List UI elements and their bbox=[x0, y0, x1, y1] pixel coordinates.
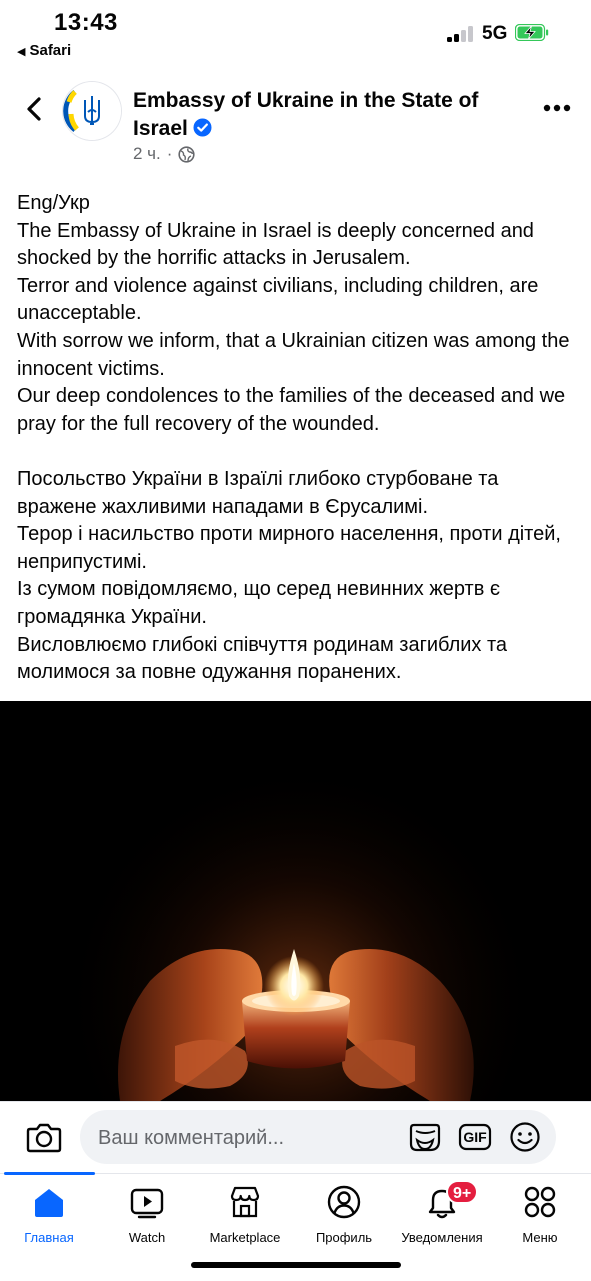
status-bar bbox=[0, 0, 591, 68]
back-app-label: Safari bbox=[29, 42, 72, 59]
gif-icon[interactable] bbox=[458, 1121, 492, 1153]
battery-charging-icon bbox=[515, 24, 549, 41]
back-triangle-icon: ◀ bbox=[17, 46, 26, 58]
meta-separator: · bbox=[166, 144, 173, 163]
camera-icon[interactable] bbox=[26, 1120, 62, 1154]
tab-label: Профиль bbox=[315, 1230, 373, 1245]
post-meta bbox=[133, 144, 195, 164]
tab-marketplace[interactable] bbox=[196, 1174, 294, 1254]
comment-bar bbox=[0, 1101, 591, 1174]
cellular-signal-icon bbox=[447, 26, 477, 42]
candle-in-hands-photo-icon bbox=[0, 701, 591, 1101]
paragraph-spacer bbox=[17, 438, 582, 466]
post-paragraph: The Embassy of Ukraine in Israel is deeply concerned and shocked by the horrific attacks in Jerusalem. bbox=[17, 219, 534, 270]
post-photo[interactable] bbox=[0, 701, 591, 1101]
notifications-badge: 9+ bbox=[446, 1180, 478, 1204]
tab-home[interactable] bbox=[0, 1174, 98, 1254]
emoji-icon[interactable] bbox=[508, 1121, 542, 1153]
post-paragraph: Our deep condolences to the families of the deceased and we pray for the full recovery of the wounded. bbox=[17, 385, 566, 435]
menu-icon bbox=[522, 1184, 558, 1220]
network-type: 5G bbox=[482, 23, 508, 44]
verified-badge-icon bbox=[193, 118, 212, 137]
gif-label: GIF bbox=[463, 1129, 487, 1145]
page-avatar[interactable] bbox=[63, 82, 121, 140]
page-name-text: Embassy of Ukraine in the State of Israel bbox=[133, 89, 479, 140]
watch-icon bbox=[129, 1184, 165, 1220]
tab-menu[interactable] bbox=[491, 1174, 589, 1254]
post-paragraph: Із сумом повідомляємо, що серед невинних жертв є громадянка України. bbox=[17, 578, 501, 628]
globe-icon bbox=[178, 146, 195, 163]
profile-icon bbox=[326, 1184, 362, 1220]
ukraine-trident-logo-icon bbox=[63, 82, 121, 140]
post-header bbox=[0, 78, 591, 178]
more-options-icon[interactable] bbox=[542, 100, 572, 116]
post-paragraph: Eng/Укр bbox=[17, 192, 90, 214]
back-arrow-icon[interactable] bbox=[20, 94, 50, 124]
home-indicator[interactable] bbox=[191, 1262, 401, 1268]
comment-input[interactable] bbox=[96, 1110, 400, 1166]
tab-label: Главная bbox=[24, 1230, 74, 1245]
tab-profile[interactable] bbox=[295, 1174, 393, 1254]
post-paragraph: Посольство України в Ізраїлі глибоко стурбоване та вражене жахливими нападами в Єрусалимі. bbox=[17, 467, 499, 518]
tab-label: Меню bbox=[522, 1230, 558, 1245]
tab-label: Уведомления bbox=[401, 1230, 483, 1245]
post-text bbox=[17, 190, 582, 687]
back-to-app-link[interactable] bbox=[17, 42, 71, 59]
post-paragraph: Terror and violence against civilians, including children, are unacceptable. bbox=[17, 274, 539, 325]
tab-watch[interactable] bbox=[98, 1174, 196, 1254]
tab-label: Watch bbox=[128, 1230, 166, 1245]
comment-field[interactable] bbox=[80, 1110, 556, 1164]
post-paragraph: Висловлюємо глибокі співчуття родинам загиблих та молимося за повне одужання поранених. bbox=[17, 633, 508, 684]
page-name[interactable] bbox=[133, 87, 493, 143]
tab-label: Marketplace bbox=[209, 1230, 281, 1245]
post-paragraph: Терор і насильство проти мирного населення, проти дітей, неприпустимі. bbox=[17, 523, 561, 573]
status-time: 13:43 bbox=[54, 9, 118, 36]
avatar-sticker-icon[interactable] bbox=[408, 1121, 442, 1153]
home-icon bbox=[31, 1184, 67, 1220]
marketplace-icon bbox=[227, 1184, 263, 1220]
post-time[interactable]: 2 ч. bbox=[133, 144, 161, 163]
post-paragraph: With sorrow we inform, that a Ukrainian citizen was among the innocent victims. bbox=[17, 329, 570, 380]
